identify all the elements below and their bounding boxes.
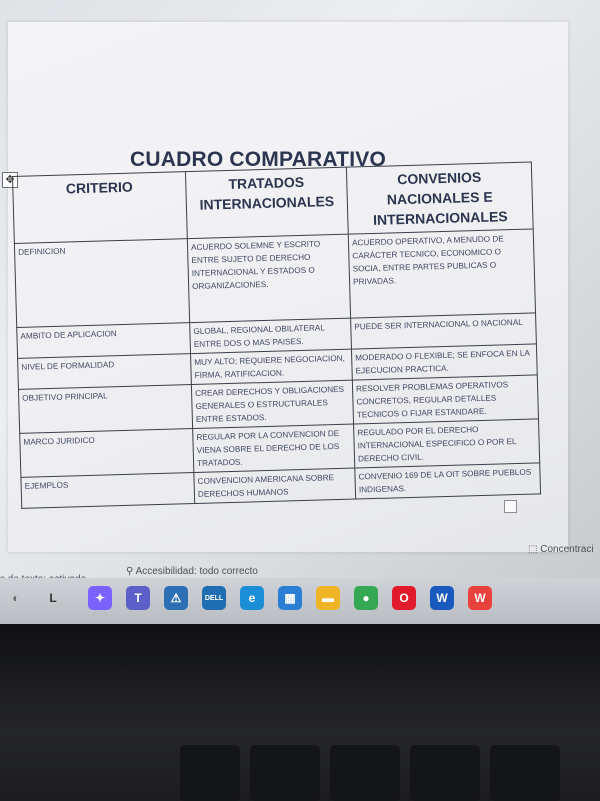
cell-tratados[interactable]: CREAR DERECHOS Y OBLIGACIONES GENERALES O ESTRUCTURALES ENTRE ESTADOS. <box>191 380 353 428</box>
cell-tratados[interactable]: GLOBAL, REGIONAL OBILATERAL ENTRE DOS O MAS PAISES. <box>190 318 352 353</box>
keyboard-key <box>490 745 560 801</box>
wps-icon[interactable]: W <box>468 586 492 610</box>
header-tratados[interactable]: TRATADOS INTERNACIONALES <box>185 167 348 238</box>
keyboard-key <box>330 745 400 801</box>
cell-criterio[interactable]: AMBITO DE APLICACION <box>17 323 191 359</box>
security-icon[interactable]: ⚠ <box>164 586 188 610</box>
cell-criterio[interactable]: MARCO JURIDICO <box>20 429 194 478</box>
cell-convenios[interactable]: MODERADO O FLEXIBLE; SE ENFOCA EN LA EJECUCION PRACTICA. <box>351 344 537 380</box>
focus-icon: ⬚ <box>528 544 541 555</box>
dell-icon[interactable]: DELL <box>202 586 226 610</box>
cell-convenios[interactable]: REGULADO POR EL DERECHO INTERNACIONAL ESPECIFICO O POR EL DERECHO CIVIL. <box>354 419 540 468</box>
store-icon[interactable]: ▦ <box>278 586 302 610</box>
copilot-icon[interactable]: ✦ <box>88 586 112 610</box>
cell-criterio[interactable]: DEFINICION <box>14 239 189 328</box>
cell-tratados[interactable]: ACUERDO SOLEMNE Y ESCRITO ENTRE SUJETO DE DERECHO INTERNACIONAL Y ESTADOS O ORGANIZACIONES. <box>187 234 350 322</box>
chrome-icon[interactable]: ● <box>354 586 378 610</box>
cell-convenios[interactable]: PUEDE SER INTERNACIONAL O NACIONAL <box>351 313 537 349</box>
cell-convenios[interactable]: RESOLVER PROBLEMAS OPERATIVOS CONCRETOS, REGULAR DETALLES TECNICOS O FIJAR ESTANDARE. <box>352 375 538 424</box>
table-resize-handle[interactable] <box>504 500 517 513</box>
file-explorer-icon[interactable]: ▬ <box>316 586 340 610</box>
status-accessibility[interactable] <box>126 566 258 577</box>
taskbar <box>0 578 600 624</box>
comparison-table[interactable] <box>12 161 541 508</box>
edge-icon[interactable]: e <box>240 586 264 610</box>
cell-criterio[interactable]: NIVEL DE FORMALIDAD <box>18 354 192 390</box>
cell-tratados[interactable]: CONVENCION AMERICANA SOBRE DERECHOS HUMANOS <box>194 468 356 503</box>
keyboard-key <box>250 745 320 801</box>
table-row <box>14 229 535 327</box>
opera-icon[interactable]: O <box>392 586 416 610</box>
cell-tratados[interactable]: MUY ALTO; REQUIERE NEGOCIACION, FIRMA, RATIFICACION. <box>191 349 353 384</box>
cell-convenios[interactable]: CONVENIO 169 DE LA OIT SOBRE PUEBLOS INDIGENAS. <box>355 463 541 499</box>
accessibility-icon: ⚲ <box>126 566 136 577</box>
status-accessibility-label: Accesibilidad: todo correcto <box>135 566 258 577</box>
cell-criterio[interactable]: EJEMPLOS <box>21 473 195 509</box>
keyboard-key <box>410 745 480 801</box>
cell-tratados[interactable]: REGULAR POR LA CONVENCION DE VIENA SOBRE EL DERECHO DE LOS TRATADOS. <box>193 424 355 472</box>
header-criterio[interactable]: CRITERIO <box>13 172 188 244</box>
focus-mode-label: Concentraci <box>540 544 594 555</box>
status-bar <box>0 540 600 580</box>
widgets-icon[interactable]: ◐ <box>12 591 20 605</box>
document-title: CUADRO COMPARATIVO <box>130 148 386 171</box>
focus-mode-button[interactable] <box>528 544 594 555</box>
header-convenios[interactable]: CONVENIOS NACIONALES E INTERNACIONALES <box>346 162 533 234</box>
table-move-handle[interactable]: ✥ <box>2 172 18 188</box>
search-icon[interactable]: L <box>49 591 57 605</box>
cell-criterio[interactable]: OBJETIVO PRINCIPAL <box>18 385 192 434</box>
cell-convenios[interactable]: ACUERDO OPERATIVO, A MENUDO DE CARÁCTER TECNICO, ECONOMICO O SOCIA, ENTRE PARTES PUBLICAS O PRIVADAS. <box>348 229 535 318</box>
word-icon[interactable]: W <box>430 586 454 610</box>
keyboard-key <box>180 745 240 801</box>
teams-icon[interactable]: T <box>126 586 150 610</box>
